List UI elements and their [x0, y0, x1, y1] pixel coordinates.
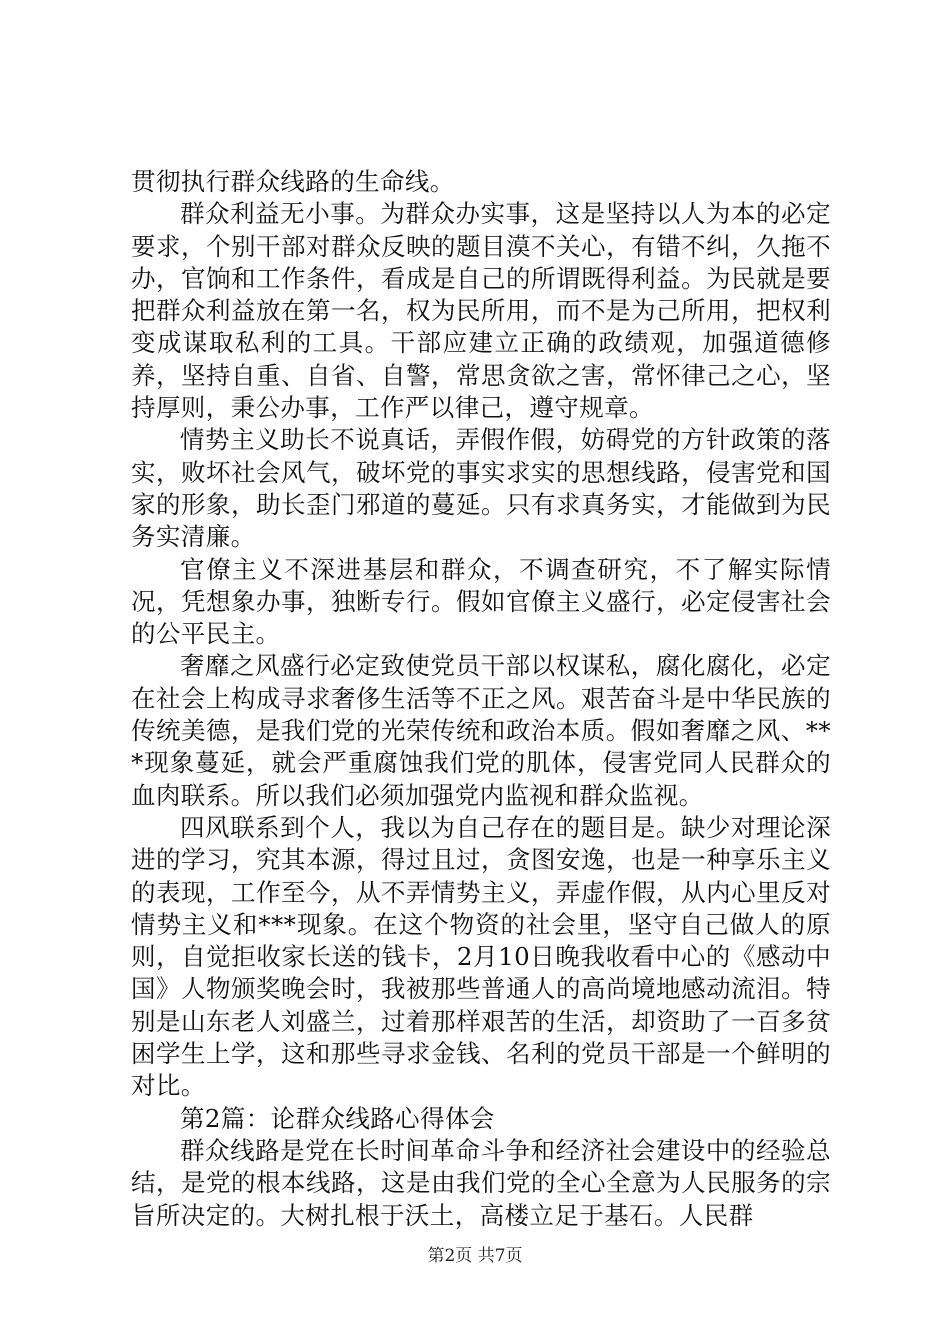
page-number-footer: 第2页 共7页: [427, 1246, 523, 1266]
paragraph-extravagance: 奢靡之风盛行必定致使党员干部以权谋私，腐化腐化，必定在社会上构成寻求奢侈生活等不正之风。艰苦奋斗是中华民族的传统美德，是我们党的光荣传统和政治本质。假如奢靡之风、***现象蔓延，就会严重腐蚀我们党的肌体，侵害党同人民群众的血肉联系。所以我们必须加强党内监视和群众监视。: [131, 651, 831, 810]
paragraph-bureaucratism: 官僚主义不深进基层和群众，不调查研究，不了解实际情况，凭想象办事，独断专行。假如官僚主义盛行，必定侵害社会的公平民主。: [131, 554, 831, 649]
document-body: [131, 166, 831, 1232]
paragraph-continuation: 贯彻执行群众线路的生命线。: [131, 167, 455, 196]
paragraph-mass-line: 群众线路是党在长时间革命斗争和经济社会建设中的经验总结，是党的根本线路，这是由我们党的全心全意为人民服务的宗旨所决定的。大树扎根于沃土，高楼立足于基石。人民群: [131, 1135, 831, 1230]
section-heading: 第2篇：论群众线路心得体会: [180, 1103, 495, 1133]
paragraph-mass-interests: 群众利益无小事。为群众办实事，这是坚持以人为本的必定要求，个别干部对群众反映的题目漠不关心，有错不纠，久拖不办，官饷和工作条件，看成是自己的所谓既得利益。为民就是要把群众利益放在第一名，权为民所用，而不是为己所用，把权利变成谋取私利的工具。干部应建立正确的政绩观，加强道德修养，坚持自重、自省、自警，常思贪欲之害，常怀律己之心，坚持厚则，秉公办事，工作严以律己，遵守规章。: [131, 199, 831, 423]
paragraph-self-reflection: 四风联系到个人，我以为自己存在的题目是。缺少对理论深进的学习，究其本源，得过且过，贪图安逸，也是一种享乐主义的表现，工作至今，从不弄情势主义，弄虚作假，从内心里反对情势主义和***现象。在这个物资的社会里，坚守自己做人的原则，自觉拒收家长送的钱卡，2月10日晚我收看中心的《感动中国》人物颁奖晚会时，我被那些普通人的高尚境地感动流泪。特别是山东老人刘盛兰，过着那样艰苦的生活，却资助了一百多贫困学生上学，这和那些寻求金钱、名利的党员干部是一个鲜明的对比。: [131, 812, 831, 1101]
paragraph-formalism: 情势主义助长不说真话，弄假作假，妨碍党的方针政策的落实，败坏社会风气，破坏党的事实求实的思想线路，侵害党和国家的形象，助长歪门邪道的蔓延。只有求真务实，才能做到为民务实清廉。: [131, 425, 831, 552]
